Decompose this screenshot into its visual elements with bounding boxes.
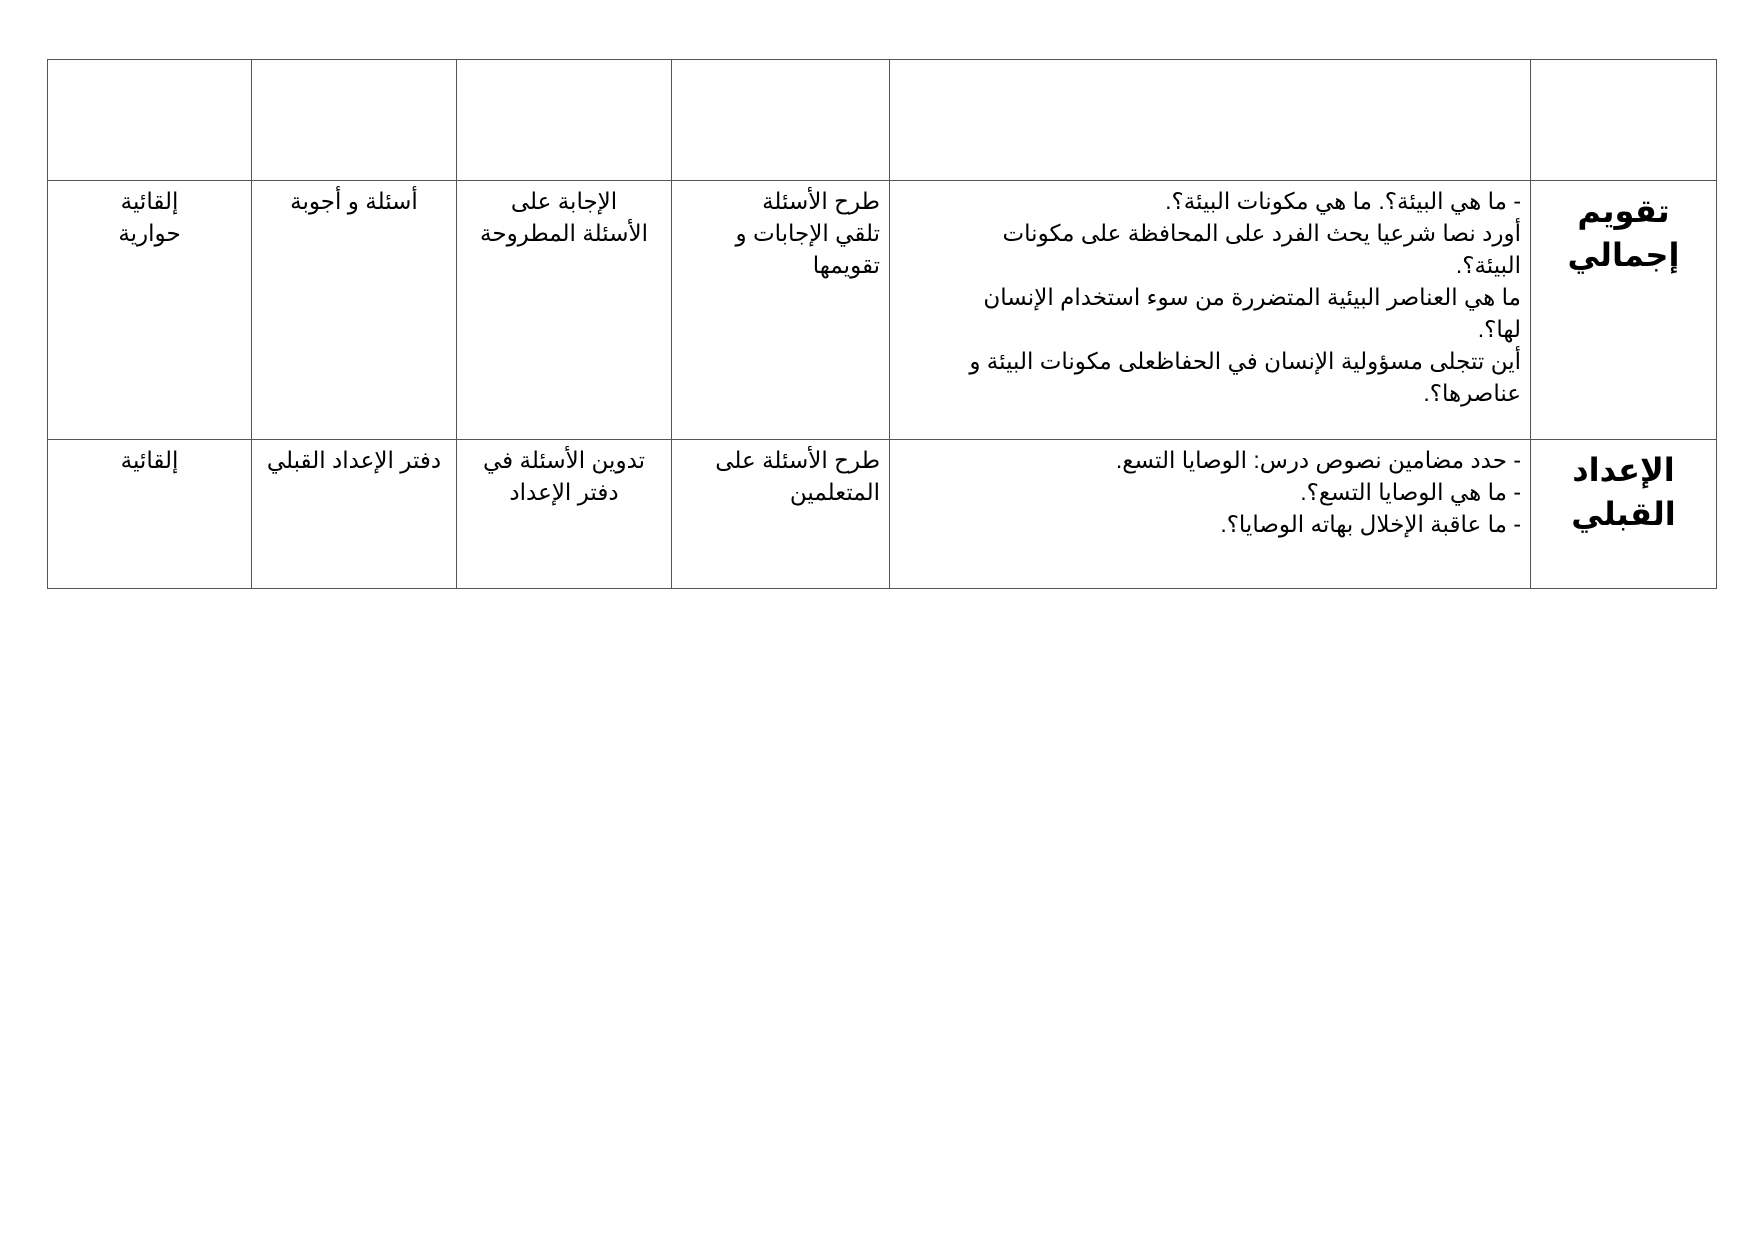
learner-activity-line: الإجابة على (510, 188, 618, 214)
method-line: إلقائية (120, 447, 179, 473)
teacher-activity-line: طرح الأسئلة (762, 188, 880, 214)
content-line: - ما عاقبة الإخلال بهاته الوصايا؟. (1220, 511, 1521, 537)
method-line: حوارية (118, 220, 181, 246)
teacher-activity-cell (672, 440, 890, 589)
method-cell (48, 60, 252, 181)
method-line: إلقائية (120, 188, 179, 214)
tools-cell (252, 60, 457, 181)
content-cell (890, 60, 1531, 181)
lesson-plan-sheet (47, 59, 1716, 589)
lesson-plan-table (47, 59, 1717, 589)
method-cell (48, 181, 252, 440)
learner-activity-cell (457, 181, 672, 440)
teacher-activity-line: طرح الأسئلة على (715, 447, 880, 473)
learner-activity-cell (457, 440, 672, 589)
learner-activity-line: الأسئلة المطروحة (480, 220, 648, 246)
teacher-activity-line: المتعلمين (789, 479, 880, 505)
learner-activity-cell (457, 60, 672, 181)
content-line: أورد نصا شرعيا يحث الفرد على المحافظة على مكونات (1002, 220, 1521, 246)
content-line: أين تتجلى مسؤولية الإنسان في الحفاظعلى مكونات البيئة و (969, 348, 1521, 374)
content-cell (890, 181, 1531, 440)
teacher-activity-line: تلقي الإجابات و (735, 220, 880, 246)
phase-cell (1531, 60, 1717, 181)
phase-cell (1531, 440, 1717, 589)
table-row-blank (48, 60, 1717, 181)
teacher-activity-line: تقويمها (812, 252, 880, 278)
phase-label: إجمالي (1567, 237, 1680, 273)
phase-cell (1531, 181, 1717, 440)
tools-line: أسئلة و أجوبة (290, 188, 418, 214)
tools-line: دفتر الإعداد القبلي (266, 447, 442, 473)
teacher-activity-cell (672, 181, 890, 440)
table-row-prior-preparation (48, 440, 1717, 589)
phase-label: الإعداد (1572, 452, 1675, 488)
method-cell (48, 440, 252, 589)
content-line: - حدد مضامين نصوص درس: الوصايا التسع. (1115, 447, 1521, 473)
content-line: - ما هي البيئة؟. ما هي مكونات البيئة؟. (1165, 188, 1521, 214)
learner-activity-line: دفتر الإعداد (509, 479, 619, 505)
tools-cell (252, 181, 457, 440)
phase-label: القبلي (1571, 496, 1676, 532)
content-cell (890, 440, 1531, 589)
content-line: عناصرها؟. (1423, 380, 1521, 406)
content-line: لها؟. (1477, 316, 1521, 342)
content-line: البيئة؟. (1455, 252, 1521, 278)
content-line: ما هي العناصر البيئية المتضررة من سوء استخدام الإنسان (983, 284, 1521, 310)
phase-label: تقويم (1577, 193, 1670, 229)
content-line: - ما هي الوصايا التسع؟. (1300, 479, 1521, 505)
learner-activity-line: تدوين الأسئلة في (482, 447, 646, 473)
table-row-summative-assessment (48, 181, 1717, 440)
teacher-activity-cell (672, 60, 890, 181)
tools-cell (252, 440, 457, 589)
